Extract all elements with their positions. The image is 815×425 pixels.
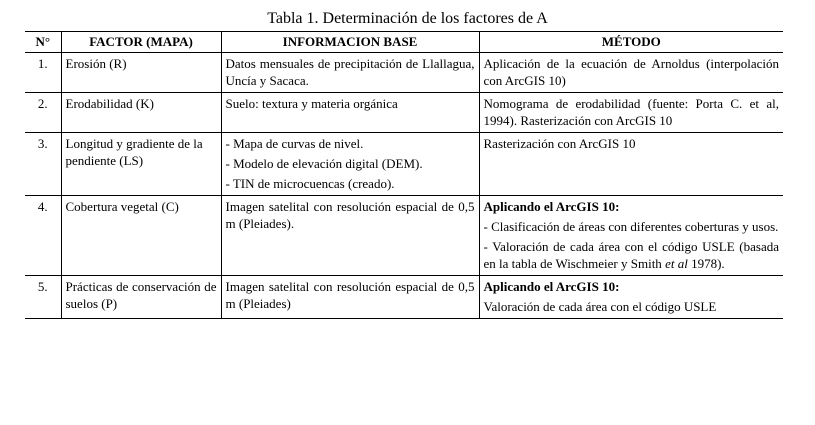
factor-cell: Cobertura vegetal (C) <box>61 196 221 276</box>
method-item: - Clasificación de áreas con diferentes coberturas y usos. <box>483 219 779 234</box>
method-cell: Nomograma de erodabilidad (fuente: Porta C. et al, 1994). Rasterización con ArcGIS 10 <box>479 93 783 133</box>
table-header-row <box>25 32 783 53</box>
table-row <box>25 196 783 276</box>
method-cell <box>479 276 783 319</box>
base-info-item: - TIN de microcuencas (creado). <box>225 176 395 191</box>
method-text: Valoración de cada área con el código USLE <box>483 299 717 314</box>
method-heading: Aplicando el ArcGIS 10: <box>483 199 620 214</box>
row-number: 1. <box>25 53 61 93</box>
method-cell <box>479 196 783 276</box>
factor-cell: Erodabilidad (K) <box>61 93 221 133</box>
base-info-cell: Imagen satelital con resolución espacial de 0,5 m (Pleiades) <box>221 276 479 319</box>
factor-cell: Erosión (R) <box>61 53 221 93</box>
header-base-info: INFORMACION BASE <box>221 32 479 53</box>
method-heading: Aplicando el ArcGIS 10: <box>483 279 620 294</box>
base-info-cell: Imagen satelital con resolución espacial de 0,5 m (Pleiades). <box>221 196 479 276</box>
base-info-cell: Suelo: textura y materia orgánica <box>221 93 479 133</box>
factor-cell: Prácticas de conservación de suelos (P) <box>61 276 221 319</box>
row-number: 5. <box>25 276 61 319</box>
method-italic: et al <box>665 256 688 271</box>
method-cell: Aplicación de la ecuación de Arnoldus (interpolación con ArcGIS 10) <box>479 53 783 93</box>
base-info-item: - Modelo de elevación digital (DEM). <box>225 156 423 171</box>
row-number: 4. <box>25 196 61 276</box>
table-row <box>25 53 783 93</box>
method-item-text: - Valoración de cada área con el código USLE (basada en la tabla de Wischmeier y Smith <box>483 239 779 271</box>
base-info-item: - Mapa de curvas de nivel. <box>225 136 364 151</box>
table-row <box>25 93 783 133</box>
header-number: N° <box>25 32 61 53</box>
table-row <box>25 133 783 196</box>
method-item <box>484 238 780 272</box>
method-item-tail: 1978). <box>691 256 725 271</box>
factor-cell: Longitud y gradiente de la pendiente (LS) <box>61 133 221 196</box>
table-row <box>25 276 783 319</box>
row-number: 3. <box>25 133 61 196</box>
base-info-cell <box>221 133 479 196</box>
method-cell: Rasterización con ArcGIS 10 <box>479 133 783 196</box>
row-number: 2. <box>25 93 61 133</box>
base-info-cell: Datos mensuales de precipitación de Llallagua, Uncía y Sacaca. <box>221 53 479 93</box>
header-factor: FACTOR (MAPA) <box>61 32 221 53</box>
factors-table <box>25 31 783 319</box>
table-caption: Tabla 1. Determinación de los factores de A <box>267 10 548 27</box>
header-method: MÉTODO <box>479 32 783 53</box>
